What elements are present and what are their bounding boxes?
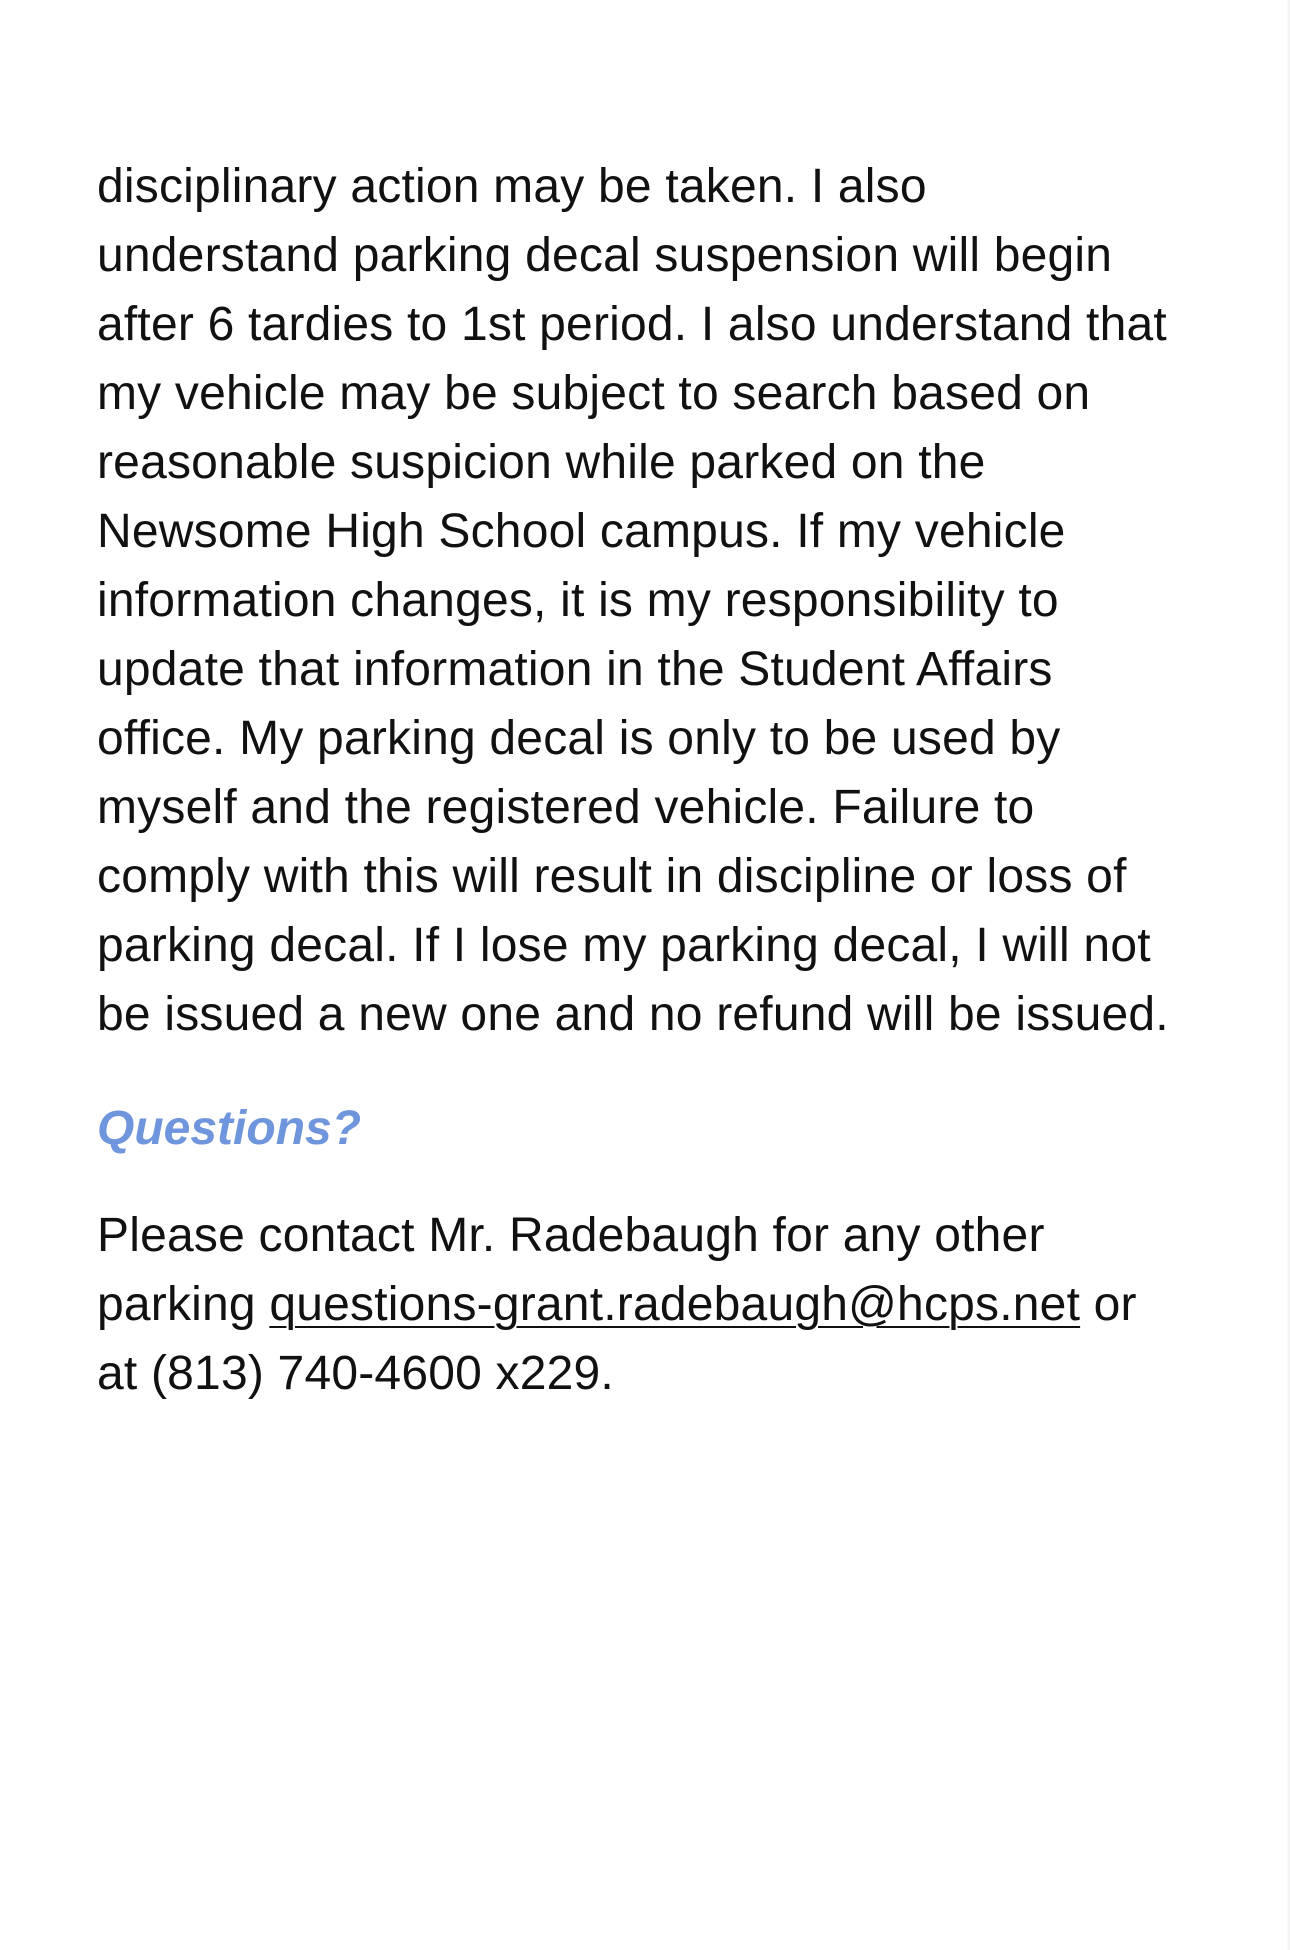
policy-paragraph: disciplinary action may be taken. I also understand parking decal suspension will begin after 6 tardies to 1st period. I also understand that my vehicle may be subject to search based on reasonable suspicion while parked on the Newsome High School campus. If my vehicle information changes, it is my responsibility to update that information in the Student Affairs office. My parking decal is only to be used by myself and the registered vehicle. Failure to comply with this will result in discipline or loss of parking decal. If I lose my parking decal, I will not be issued a new one and no refund will be issued.	[97, 160, 1169, 1041]
contact-prefix-text: Please contact Mr. Radebaugh for any other parking	[97, 1209, 1045, 1331]
document-content	[97, 152, 1177, 1408]
email-link[interactable]: questions-grant.radebaugh@hcps.net	[269, 1278, 1081, 1331]
page-edge	[1286, 0, 1290, 1950]
contact-paragraph	[97, 1201, 1177, 1408]
questions-heading: Questions?	[97, 1102, 362, 1155]
contact-suffix-text: or at (813) 740-4600 x229.	[97, 1278, 1137, 1400]
